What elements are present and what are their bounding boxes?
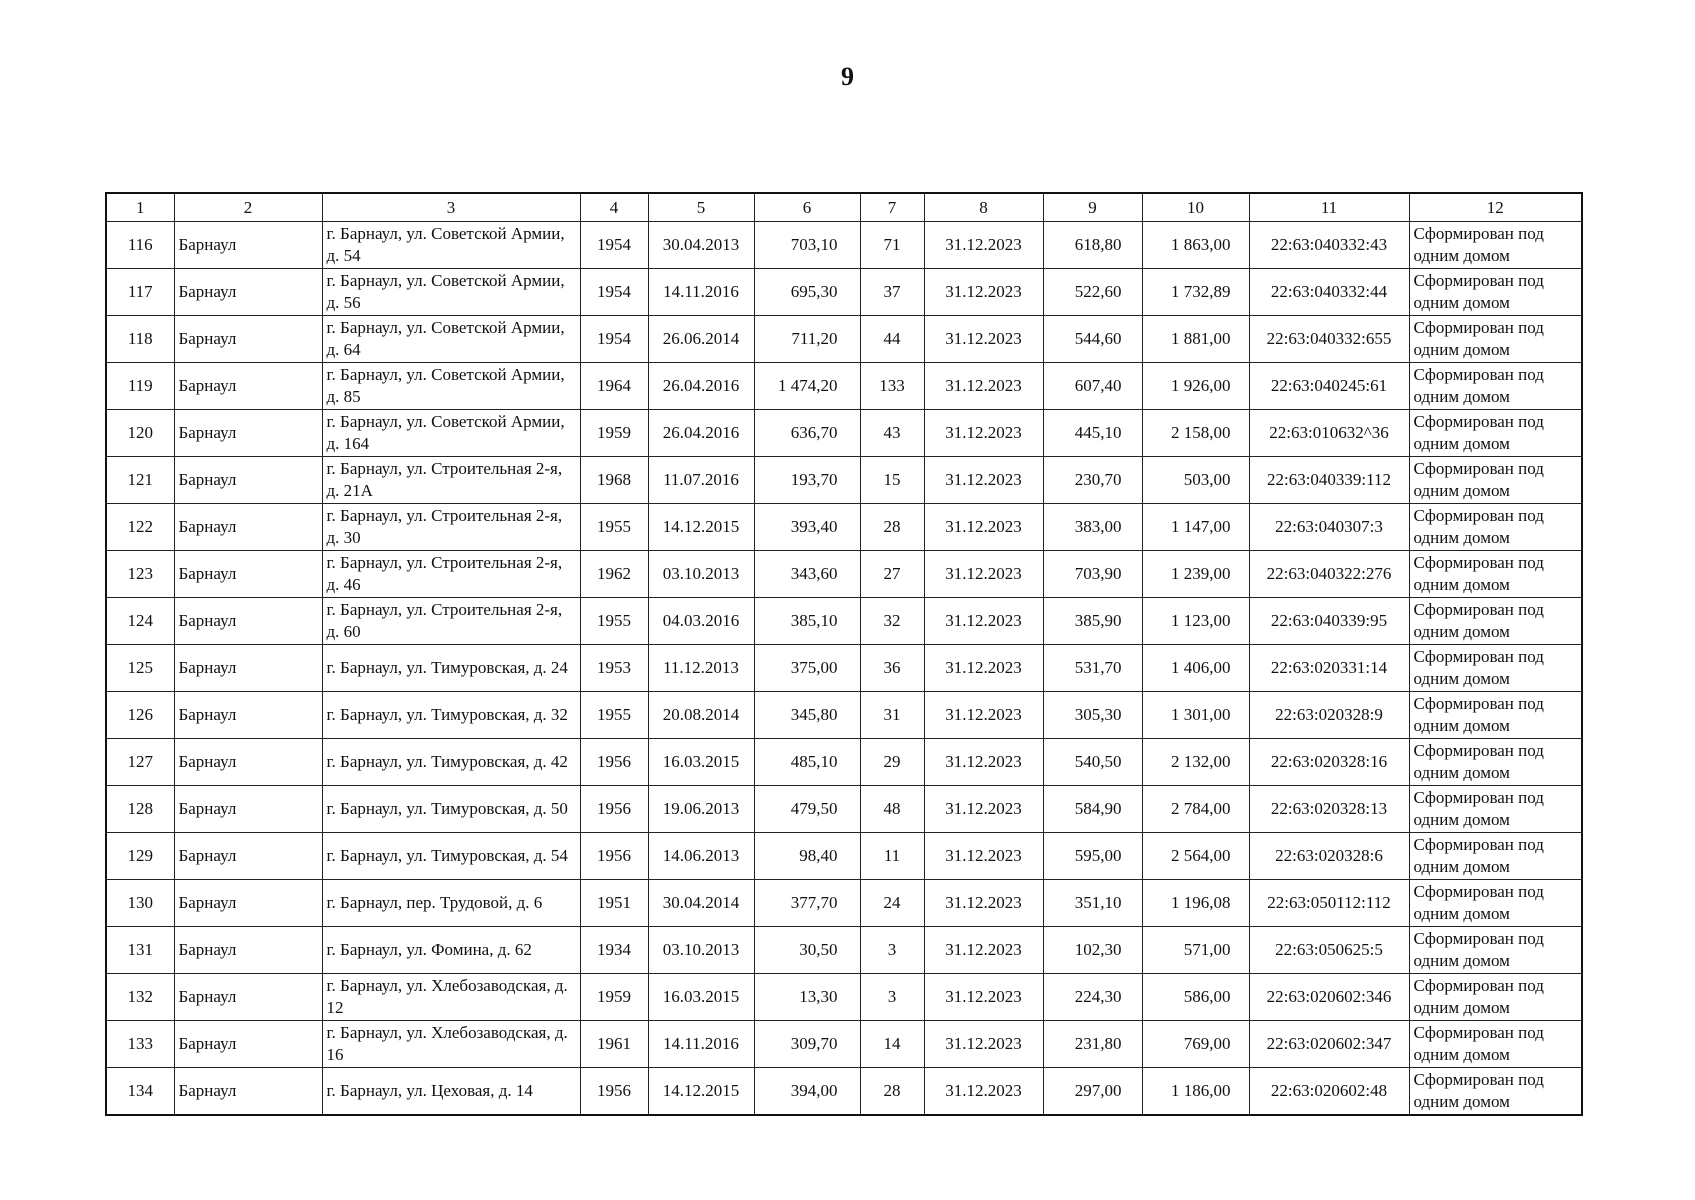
living-area-cell: 102,30: [1043, 927, 1142, 974]
address-cell: г. Барнаул, ул. Советской Армии, д. 64: [322, 316, 580, 363]
land-status-cell: Сформирован под одним домом: [1409, 739, 1582, 786]
deadline-cell: 31.12.2023: [924, 504, 1043, 551]
year-built-cell: 1954: [580, 316, 648, 363]
cadastral-number-cell: 22:63:020328:13: [1249, 786, 1409, 833]
settlement-cell: Барнаул: [174, 316, 322, 363]
row-number-cell: 132: [106, 974, 174, 1021]
deadline-cell: 31.12.2023: [924, 786, 1043, 833]
area-cell: 30,50: [754, 927, 860, 974]
table-row: [106, 316, 1582, 363]
address-cell: г. Барнаул, ул. Строительная 2-я, д. 46: [322, 551, 580, 598]
settlement-cell: Барнаул: [174, 739, 322, 786]
cadastral-number-cell: 22:63:040332:655: [1249, 316, 1409, 363]
column-header: 9: [1043, 193, 1142, 222]
row-number-cell: 129: [106, 833, 174, 880]
date-cell: 03.10.2013: [648, 927, 754, 974]
land-area-cell: 1 186,00: [1142, 1068, 1249, 1116]
area-cell: 13,30: [754, 974, 860, 1021]
column-header: 8: [924, 193, 1043, 222]
table-row: [106, 833, 1582, 880]
year-built-cell: 1961: [580, 1021, 648, 1068]
table-row: [106, 410, 1582, 457]
column-header: 1: [106, 193, 174, 222]
area-cell: 98,40: [754, 833, 860, 880]
living-area-cell: 607,40: [1043, 363, 1142, 410]
area-cell: 309,70: [754, 1021, 860, 1068]
residents-cell: 71: [860, 222, 924, 269]
area-cell: 695,30: [754, 269, 860, 316]
residents-cell: 36: [860, 645, 924, 692]
land-status-cell: Сформирован под одним домом: [1409, 880, 1582, 927]
residents-cell: 31: [860, 692, 924, 739]
land-status-cell: Сформирован под одним домом: [1409, 222, 1582, 269]
residents-cell: 43: [860, 410, 924, 457]
address-cell: г. Барнаул, ул. Тимуровская, д. 50: [322, 786, 580, 833]
table-row: [106, 363, 1582, 410]
settlement-cell: Барнаул: [174, 880, 322, 927]
land-status-cell: Сформирован под одним домом: [1409, 1068, 1582, 1116]
year-built-cell: 1955: [580, 504, 648, 551]
living-area-cell: 230,70: [1043, 457, 1142, 504]
cadastral-number-cell: 22:63:050112:112: [1249, 880, 1409, 927]
column-header: 10: [1142, 193, 1249, 222]
residents-cell: 28: [860, 504, 924, 551]
cadastral-number-cell: 22:63:020602:347: [1249, 1021, 1409, 1068]
table-row: [106, 598, 1582, 645]
address-cell: г. Барнаул, ул. Строительная 2-я, д. 60: [322, 598, 580, 645]
row-number-cell: 133: [106, 1021, 174, 1068]
land-area-cell: 2 564,00: [1142, 833, 1249, 880]
deadline-cell: 31.12.2023: [924, 222, 1043, 269]
land-area-cell: 1 732,89: [1142, 269, 1249, 316]
land-area-cell: 1 863,00: [1142, 222, 1249, 269]
residents-cell: 3: [860, 974, 924, 1021]
settlement-cell: Барнаул: [174, 1068, 322, 1116]
area-cell: 394,00: [754, 1068, 860, 1116]
area-cell: 703,10: [754, 222, 860, 269]
land-area-cell: 1 926,00: [1142, 363, 1249, 410]
living-area-cell: 445,10: [1043, 410, 1142, 457]
column-header: 11: [1249, 193, 1409, 222]
living-area-cell: 595,00: [1043, 833, 1142, 880]
column-header: 12: [1409, 193, 1582, 222]
land-status-cell: Сформирован под одним домом: [1409, 316, 1582, 363]
table-row: [106, 786, 1582, 833]
living-area-cell: 351,10: [1043, 880, 1142, 927]
cadastral-number-cell: 22:63:020328:9: [1249, 692, 1409, 739]
residents-cell: 11: [860, 833, 924, 880]
year-built-cell: 1954: [580, 222, 648, 269]
deadline-cell: 31.12.2023: [924, 692, 1043, 739]
settlement-cell: Барнаул: [174, 974, 322, 1021]
land-area-cell: 1 239,00: [1142, 551, 1249, 598]
row-number-cell: 127: [106, 739, 174, 786]
date-cell: 30.04.2014: [648, 880, 754, 927]
settlement-cell: Барнаул: [174, 645, 322, 692]
area-cell: 1 474,20: [754, 363, 860, 410]
land-status-cell: Сформирован под одним домом: [1409, 410, 1582, 457]
address-cell: г. Барнаул, ул. Тимуровская, д. 24: [322, 645, 580, 692]
year-built-cell: 1955: [580, 598, 648, 645]
date-cell: 26.04.2016: [648, 410, 754, 457]
address-cell: г. Барнаул, ул. Фомина, д. 62: [322, 927, 580, 974]
year-built-cell: 1954: [580, 269, 648, 316]
row-number-cell: 121: [106, 457, 174, 504]
year-built-cell: 1956: [580, 1068, 648, 1116]
address-cell: г. Барнаул, ул. Тимуровская, д. 42: [322, 739, 580, 786]
address-cell: г. Барнаул, ул. Советской Армии, д. 56: [322, 269, 580, 316]
row-number-cell: 125: [106, 645, 174, 692]
year-built-cell: 1934: [580, 927, 648, 974]
date-cell: 16.03.2015: [648, 974, 754, 1021]
year-built-cell: 1962: [580, 551, 648, 598]
land-status-cell: Сформирован под одним домом: [1409, 598, 1582, 645]
land-area-cell: 1 123,00: [1142, 598, 1249, 645]
address-cell: г. Барнаул, ул. Строительная 2-я, д. 30: [322, 504, 580, 551]
date-cell: 11.07.2016: [648, 457, 754, 504]
settlement-cell: Барнаул: [174, 833, 322, 880]
year-built-cell: 1956: [580, 786, 648, 833]
cadastral-number-cell: 22:63:040322:276: [1249, 551, 1409, 598]
address-cell: г. Барнаул, ул. Строительная 2-я, д. 21А: [322, 457, 580, 504]
living-area-cell: 297,00: [1043, 1068, 1142, 1116]
row-number-cell: 123: [106, 551, 174, 598]
deadline-cell: 31.12.2023: [924, 316, 1043, 363]
land-status-cell: Сформирован под одним домом: [1409, 363, 1582, 410]
cadastral-number-cell: 22:63:040332:44: [1249, 269, 1409, 316]
area-cell: 345,80: [754, 692, 860, 739]
address-cell: г. Барнаул, ул. Тимуровская, д. 54: [322, 833, 580, 880]
table-row: [106, 269, 1582, 316]
cadastral-number-cell: 22:63:020602:48: [1249, 1068, 1409, 1116]
table-row: [106, 504, 1582, 551]
settlement-cell: Барнаул: [174, 363, 322, 410]
table-row: [106, 645, 1582, 692]
deadline-cell: 31.12.2023: [924, 880, 1043, 927]
living-area-cell: 703,90: [1043, 551, 1142, 598]
residents-cell: 133: [860, 363, 924, 410]
settlement-cell: Барнаул: [174, 551, 322, 598]
living-area-cell: 224,30: [1043, 974, 1142, 1021]
residents-cell: 29: [860, 739, 924, 786]
date-cell: 14.12.2015: [648, 1068, 754, 1116]
table-row: [106, 1021, 1582, 1068]
area-cell: 377,70: [754, 880, 860, 927]
land-area-cell: 586,00: [1142, 974, 1249, 1021]
date-cell: 04.03.2016: [648, 598, 754, 645]
residents-cell: 15: [860, 457, 924, 504]
address-cell: г. Барнаул, ул. Хлебозаводская, д. 12: [322, 974, 580, 1021]
table-row: [106, 1068, 1582, 1116]
land-status-cell: Сформирован под одним домом: [1409, 504, 1582, 551]
table-header-row: [106, 193, 1582, 222]
residents-cell: 37: [860, 269, 924, 316]
date-cell: 11.12.2013: [648, 645, 754, 692]
area-cell: 711,20: [754, 316, 860, 363]
land-status-cell: Сформирован под одним домом: [1409, 551, 1582, 598]
row-number-cell: 124: [106, 598, 174, 645]
residents-cell: 14: [860, 1021, 924, 1068]
living-area-cell: 544,60: [1043, 316, 1142, 363]
land-status-cell: Сформирован под одним домом: [1409, 269, 1582, 316]
settlement-cell: Барнаул: [174, 1021, 322, 1068]
land-area-cell: 2 158,00: [1142, 410, 1249, 457]
date-cell: 14.11.2016: [648, 1021, 754, 1068]
row-number-cell: 117: [106, 269, 174, 316]
row-number-cell: 130: [106, 880, 174, 927]
deadline-cell: 31.12.2023: [924, 457, 1043, 504]
deadline-cell: 31.12.2023: [924, 739, 1043, 786]
address-cell: г. Барнаул, пер. Трудовой, д. 6: [322, 880, 580, 927]
year-built-cell: 1956: [580, 739, 648, 786]
address-cell: г. Барнаул, ул. Цеховая, д. 14: [322, 1068, 580, 1116]
land-area-cell: 1 196,08: [1142, 880, 1249, 927]
year-built-cell: 1959: [580, 410, 648, 457]
row-number-cell: 134: [106, 1068, 174, 1116]
living-area-cell: 305,30: [1043, 692, 1142, 739]
cadastral-number-cell: 22:63:020602:346: [1249, 974, 1409, 1021]
deadline-cell: 31.12.2023: [924, 927, 1043, 974]
deadline-cell: 31.12.2023: [924, 833, 1043, 880]
column-header: 6: [754, 193, 860, 222]
living-area-cell: 231,80: [1043, 1021, 1142, 1068]
land-status-cell: Сформирован под одним домом: [1409, 974, 1582, 1021]
land-status-cell: Сформирован под одним домом: [1409, 1021, 1582, 1068]
residents-cell: 44: [860, 316, 924, 363]
deadline-cell: 31.12.2023: [924, 363, 1043, 410]
settlement-cell: Барнаул: [174, 504, 322, 551]
living-area-cell: 618,80: [1043, 222, 1142, 269]
residents-cell: 27: [860, 551, 924, 598]
page-number: 9: [841, 62, 854, 91]
land-area-cell: 571,00: [1142, 927, 1249, 974]
row-number-cell: 119: [106, 363, 174, 410]
settlement-cell: Барнаул: [174, 786, 322, 833]
cadastral-number-cell: 22:63:040339:112: [1249, 457, 1409, 504]
land-status-cell: Сформирован под одним домом: [1409, 692, 1582, 739]
living-area-cell: 383,00: [1043, 504, 1142, 551]
year-built-cell: 1953: [580, 645, 648, 692]
residents-cell: 32: [860, 598, 924, 645]
row-number-cell: 128: [106, 786, 174, 833]
year-built-cell: 1951: [580, 880, 648, 927]
row-number-cell: 122: [106, 504, 174, 551]
land-status-cell: Сформирован под одним домом: [1409, 927, 1582, 974]
residents-cell: 24: [860, 880, 924, 927]
deadline-cell: 31.12.2023: [924, 551, 1043, 598]
date-cell: 14.12.2015: [648, 504, 754, 551]
land-area-cell: 2 784,00: [1142, 786, 1249, 833]
land-area-cell: 769,00: [1142, 1021, 1249, 1068]
area-cell: 393,40: [754, 504, 860, 551]
area-cell: 479,50: [754, 786, 860, 833]
deadline-cell: 31.12.2023: [924, 1021, 1043, 1068]
residents-cell: 3: [860, 927, 924, 974]
land-area-cell: 503,00: [1142, 457, 1249, 504]
land-status-cell: Сформирован под одним домом: [1409, 457, 1582, 504]
living-area-cell: 531,70: [1043, 645, 1142, 692]
column-header: 2: [174, 193, 322, 222]
column-header: 4: [580, 193, 648, 222]
housing-registry-table: [105, 192, 1583, 1116]
deadline-cell: 31.12.2023: [924, 598, 1043, 645]
living-area-cell: 540,50: [1043, 739, 1142, 786]
cadastral-number-cell: 22:63:020328:6: [1249, 833, 1409, 880]
year-built-cell: 1968: [580, 457, 648, 504]
date-cell: 14.11.2016: [648, 269, 754, 316]
living-area-cell: 584,90: [1043, 786, 1142, 833]
living-area-cell: 385,90: [1043, 598, 1142, 645]
column-header: 7: [860, 193, 924, 222]
cadastral-number-cell: 22:63:040245:61: [1249, 363, 1409, 410]
cadastral-number-cell: 22:63:050625:5: [1249, 927, 1409, 974]
land-status-cell: Сформирован под одним домом: [1409, 645, 1582, 692]
land-status-cell: Сформирован под одним домом: [1409, 786, 1582, 833]
year-built-cell: 1955: [580, 692, 648, 739]
address-cell: г. Барнаул, ул. Советской Армии, д. 164: [322, 410, 580, 457]
residents-cell: 28: [860, 1068, 924, 1116]
area-cell: 343,60: [754, 551, 860, 598]
cadastral-number-cell: 22:63:040307:3: [1249, 504, 1409, 551]
row-number-cell: 131: [106, 927, 174, 974]
row-number-cell: 118: [106, 316, 174, 363]
settlement-cell: Барнаул: [174, 222, 322, 269]
cadastral-number-cell: 22:63:020331:14: [1249, 645, 1409, 692]
land-area-cell: 1 301,00: [1142, 692, 1249, 739]
date-cell: 03.10.2013: [648, 551, 754, 598]
date-cell: 20.08.2014: [648, 692, 754, 739]
address-cell: г. Барнаул, ул. Тимуровская, д. 32: [322, 692, 580, 739]
settlement-cell: Барнаул: [174, 692, 322, 739]
date-cell: 26.04.2016: [648, 363, 754, 410]
deadline-cell: 31.12.2023: [924, 974, 1043, 1021]
table-row: [106, 692, 1582, 739]
land-area-cell: 1 147,00: [1142, 504, 1249, 551]
row-number-cell: 120: [106, 410, 174, 457]
table-row: [106, 739, 1582, 786]
land-area-cell: 2 132,00: [1142, 739, 1249, 786]
date-cell: 16.03.2015: [648, 739, 754, 786]
address-cell: г. Барнаул, ул. Советской Армии, д. 85: [322, 363, 580, 410]
land-area-cell: 1 406,00: [1142, 645, 1249, 692]
deadline-cell: 31.12.2023: [924, 1068, 1043, 1116]
deadline-cell: 31.12.2023: [924, 645, 1043, 692]
area-cell: 193,70: [754, 457, 860, 504]
area-cell: 375,00: [754, 645, 860, 692]
settlement-cell: Барнаул: [174, 410, 322, 457]
land-area-cell: 1 881,00: [1142, 316, 1249, 363]
deadline-cell: 31.12.2023: [924, 410, 1043, 457]
cadastral-number-cell: 22:63:010632^36: [1249, 410, 1409, 457]
area-cell: 636,70: [754, 410, 860, 457]
area-cell: 385,10: [754, 598, 860, 645]
table-row: [106, 974, 1582, 1021]
table-row: [106, 927, 1582, 974]
row-number-cell: 126: [106, 692, 174, 739]
year-built-cell: 1964: [580, 363, 648, 410]
address-cell: г. Барнаул, ул. Хлебозаводская, д. 16: [322, 1021, 580, 1068]
date-cell: 14.06.2013: [648, 833, 754, 880]
residents-cell: 48: [860, 786, 924, 833]
settlement-cell: Барнаул: [174, 927, 322, 974]
land-status-cell: Сформирован под одним домом: [1409, 833, 1582, 880]
address-cell: г. Барнаул, ул. Советской Армии, д. 54: [322, 222, 580, 269]
settlement-cell: Барнаул: [174, 598, 322, 645]
area-cell: 485,10: [754, 739, 860, 786]
column-header: 5: [648, 193, 754, 222]
table-row: [106, 880, 1582, 927]
table-row: [106, 551, 1582, 598]
cadastral-number-cell: 22:63:020328:16: [1249, 739, 1409, 786]
date-cell: 30.04.2013: [648, 222, 754, 269]
date-cell: 26.06.2014: [648, 316, 754, 363]
settlement-cell: Барнаул: [174, 457, 322, 504]
deadline-cell: 31.12.2023: [924, 269, 1043, 316]
cadastral-number-cell: 22:63:040339:95: [1249, 598, 1409, 645]
year-built-cell: 1956: [580, 833, 648, 880]
date-cell: 19.06.2013: [648, 786, 754, 833]
column-header: 3: [322, 193, 580, 222]
living-area-cell: 522,60: [1043, 269, 1142, 316]
row-number-cell: 116: [106, 222, 174, 269]
year-built-cell: 1959: [580, 974, 648, 1021]
table-row: [106, 222, 1582, 269]
cadastral-number-cell: 22:63:040332:43: [1249, 222, 1409, 269]
table-row: [106, 457, 1582, 504]
settlement-cell: Барнаул: [174, 269, 322, 316]
